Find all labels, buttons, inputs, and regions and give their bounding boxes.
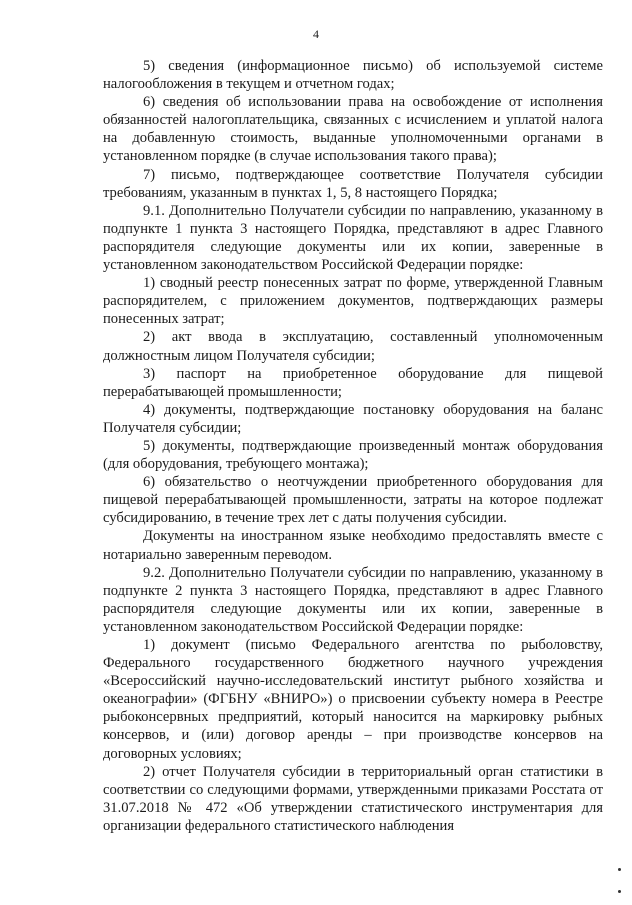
- paragraph-9-1-item-4: 4) документы, подтверждающие постановку оборудования на баланс Получателя субсидии;: [103, 401, 603, 436]
- paragraph-9-1: 9.1. Дополнительно Получатели субсидии по направлению, указанному в подпункте 1 пункта 3 настоящего Порядка, представляют в адрес Главного распорядителя следующие документы или их копии, заверенные в установленном законодательством Российской Федерации порядке:: [103, 202, 603, 274]
- paragraph-9-1-item-5: 5) документы, подтверждающие произведенный монтаж оборудования (для оборудования, требующего монтажа);: [103, 437, 603, 473]
- paragraph-9-2-item-2: 2) отчет Получателя субсидии в территориальный орган статистики в соответствии со следующими формами, утвержденными приказами Росстата от 31.07.2018 № 472 «Об утверждении статистического инструментария для организации федерального статистического наблюдения: [103, 763, 603, 834]
- paragraph-9-1-item-2: 2) акт ввода в эксплуатацию, составленный уполномоченным должностным лицом Получателя субсидии;: [103, 329, 603, 364]
- paragraph-9-1-item-3: 3) паспорт на приобретенное оборудование для пищевой перерабатывающей промышленности;: [103, 365, 603, 400]
- scan-speck: [618, 868, 621, 871]
- page-number: 4: [313, 27, 319, 41]
- paragraph-9-2: 9.2. Дополнительно Получатели субсидии по направлению, указанному в подпункте 2 пункта 3 настоящего Порядка, представляют в адрес Главного распорядителя следующие документы или их копии, заверенные в установленном законодательством Российской Федерации порядке:: [103, 564, 603, 635]
- paragraph-item-7: 7) письмо, подтверждающее соответствие Получателя субсидии требованиям, указанным в пунктах 1, 5, 8 настоящего Порядка;: [103, 166, 603, 201]
- scan-speck: [618, 890, 621, 893]
- paragraph-item-6: 6) сведения об использовании права на освобождение от исполнения обязанностей налогоплательщика, связанных с исчислением и уплатой налога на добавленную стоимость, выданные уполномоченными органами в установленном порядке (в случае использования такого права);: [103, 94, 603, 165]
- paragraph-9-2-item-1: 1) документ (письмо Федерального агентства по рыболовству, Федерального государственного бюджетного научного учреждения «Всероссийский научно-исследовательский институт рыбного хозяйства и океанографии» (ФГБНУ «ВНИРО») о присвоении субъекту номера в Реестре рыбоконсервных предприятий, который наносится на маркировку рыбных консервов, и (или) договор аренды – при производстве консервов на договорных условиях;: [103, 637, 603, 762]
- paragraph-9-1-item-6: 6) обязательство о неотчуждении приобретенного оборудования для пищевой перерабатывающей промышленности, затраты на которое подлежат субсидированию, в течение трех лет с даты получения субсидии.: [103, 474, 603, 527]
- document-body: [103, 57, 603, 835]
- paragraph-9-1-item-1: 1) сводный реестр понесенных затрат по форме, утвержденной Главным распорядителем, с приложением документов, подтверждающих размеры понесенных затрат;: [103, 275, 603, 328]
- paragraph-item-5: 5) сведения (информационное письмо) об используемой системе налогообложения в текущем и отчетном годах;: [103, 58, 603, 93]
- paragraph-foreign-docs: Документы на иностранном языке необходимо предоставлять вместе с нотариально заверенным переводом.: [103, 528, 603, 563]
